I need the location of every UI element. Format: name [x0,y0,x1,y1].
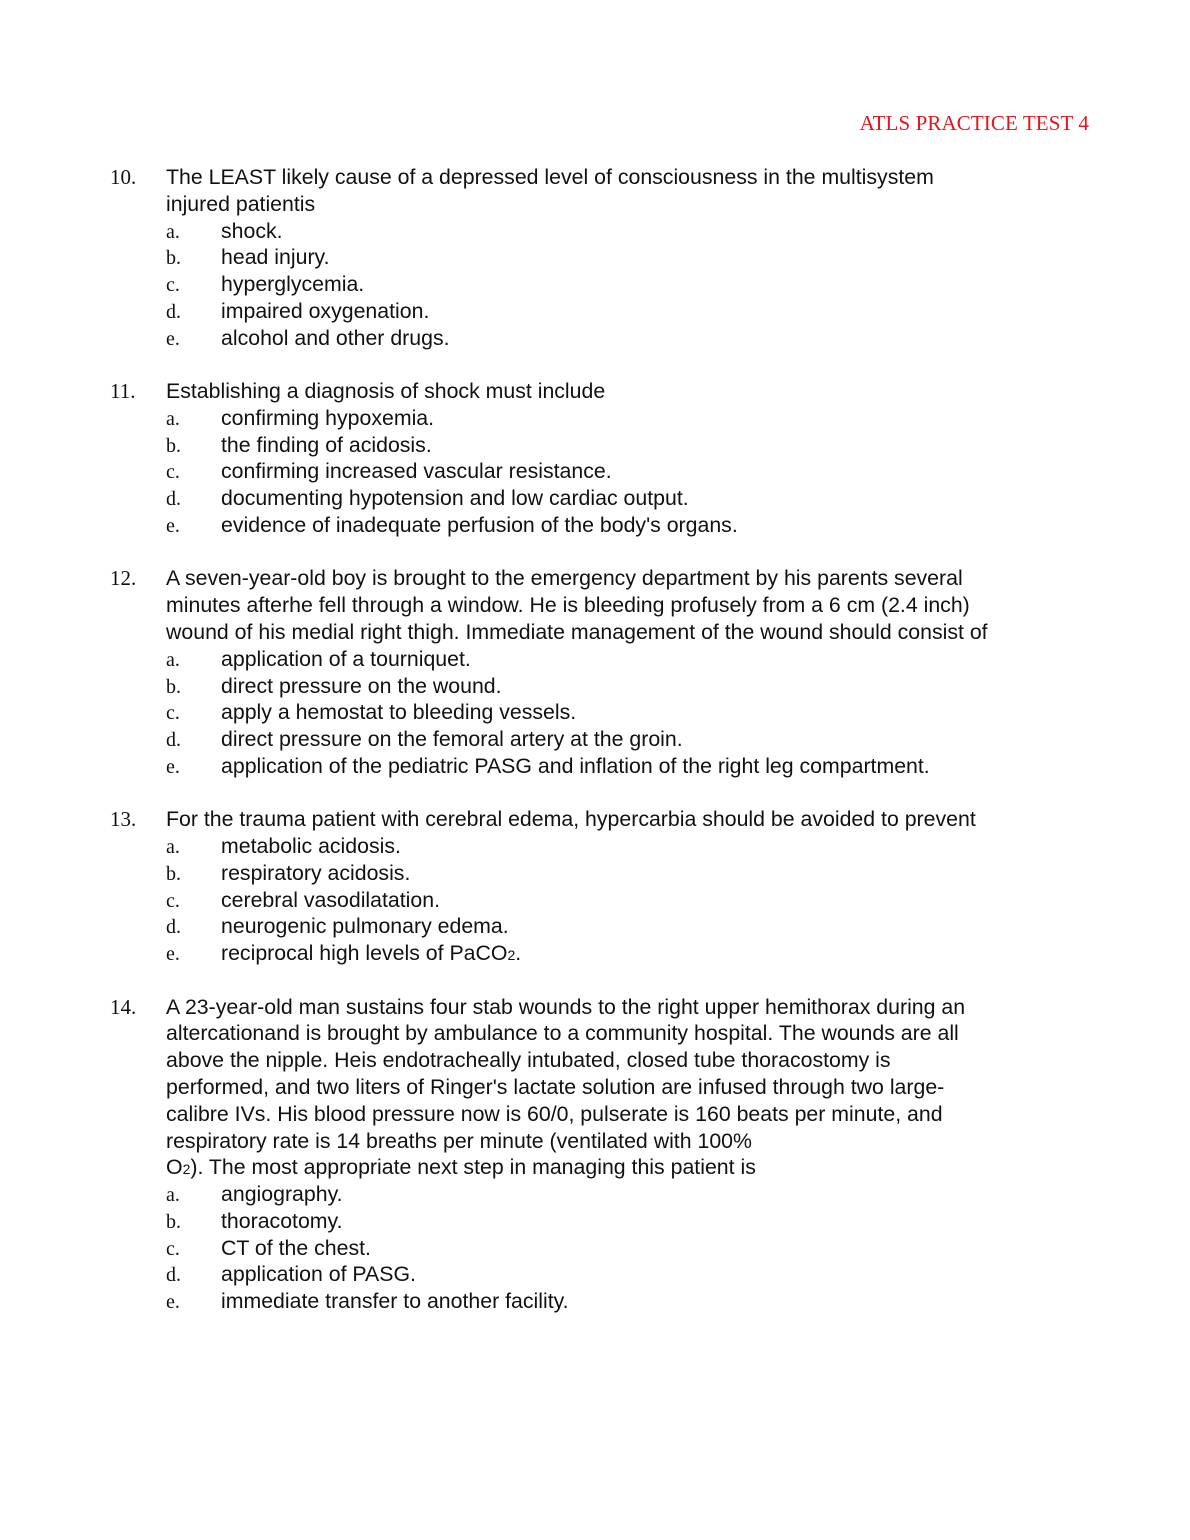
option-e [0,753,1190,780]
option-text: respiratory acidosis. [221,860,411,885]
stem-line: A seven-year-old boy is brought to the emergency department by his parents several [166,566,963,591]
option-a [0,646,1190,673]
option-text: cerebral vasodilatation. [221,887,441,912]
option-a [0,405,1190,432]
option-e [0,940,1190,967]
option-d [0,913,1190,940]
option-text: apply a hemostat to bleeding vessels. [221,700,577,725]
option-letter: a. [166,648,180,671]
stem-line: The LEAST likely cause of a depressed level of consciousness in the multisystem [166,165,934,189]
stem-line: For the trauma patient with cerebral edema, hypercarbia should be avoided to prevent [166,807,976,832]
option-b [0,673,1190,700]
option-letter: e. [166,515,180,538]
option-c [0,271,1190,298]
option-e [0,1288,1190,1315]
option-text: immediate transfer to another facility. [221,1289,569,1314]
question-11 [0,378,1190,539]
option-text: hyperglycemia. [221,272,365,297]
option-text [221,940,521,969]
option-letter: c. [166,702,180,725]
option-letter: d. [166,488,181,511]
subscript: 2 [182,1161,191,1178]
option-text: impaired oxygenation. [221,298,430,323]
question-10 [0,164,1190,352]
option-d [0,485,1190,512]
option-text: confirming hypoxemia. [221,405,435,430]
question-list [0,164,1190,1342]
question-14 [0,994,1190,1316]
stem-line: Establishing a diagnosis of shock must include [166,379,606,404]
option-text: application of PASG. [221,1262,416,1287]
question-number: 13. [110,807,137,832]
option-text: application of the pediatric PASG and inflation of the right leg compartment. [221,753,930,778]
option-letter: b. [166,675,181,698]
option-text-main: reciprocal high levels of PaCO [221,941,508,966]
option-a [0,1181,1190,1208]
option-b [0,1208,1190,1235]
option-text: documenting hypotension and low cardiac output. [221,486,689,511]
option-text: thoracotomy. [221,1208,343,1233]
stem-line-last [166,1154,1086,1181]
option-text: head injury. [221,245,330,270]
stem-line: performed, and two liters of Ringer's lactate solution are infused through two large- [166,1074,945,1099]
option-text: direct pressure on the wound. [221,673,502,698]
option-text: the finding of acidosis. [221,432,432,457]
option-letter: b. [166,862,181,885]
option-text: direct pressure on the femoral artery at the groin. [221,727,683,752]
question-stem [166,994,1086,1182]
option-letter: d. [166,729,181,752]
option-b [0,860,1190,887]
question-number: 12. [110,566,137,591]
stem-line: wound of his medial right thigh. Immediate management of the wound should consist of [166,619,988,644]
stem-line: calibre IVs. His blood pressure now is 60/0, pulserate is 160 beats per minute, and [166,1101,943,1126]
option-letter: a. [166,1184,180,1207]
option-text: confirming increased vascular resistance. [221,459,612,484]
option-d [0,1261,1190,1288]
page-header-title: ATLS PRACTICE TEST 4 [859,111,1089,135]
stem-line: minutes afterhe fell through a window. He is bleeding profusely from a 6 cm (2.4 inch) [166,593,970,618]
option-letter: b. [166,1210,181,1233]
question-12 [0,565,1190,779]
option-letter: b. [166,434,181,457]
stem-line: altercationand is brought by ambulance to a community hospital. The wounds are all [166,1021,959,1046]
subscript: 2 [507,947,516,964]
stem-line: injured patientis [166,191,316,216]
option-letter: a. [166,836,180,859]
option-text: CT of the chest. [221,1235,371,1260]
option-b [0,432,1190,459]
stem-line: above the nipple. Heis endotracheally intubated, closed tube thoracostomy is [166,1048,891,1073]
option-letter: a. [166,407,180,430]
option-a [0,833,1190,860]
question-number: 11. [110,379,136,404]
option-letter: e. [166,755,180,778]
option-c [0,699,1190,726]
stem-pre: O [166,1155,183,1180]
option-c [0,1235,1190,1262]
option-e [0,512,1190,539]
option-a [0,218,1190,245]
option-letter: c. [166,1237,180,1260]
stem-line: A 23-year-old man sustains four stab wounds to the right upper hemithorax during an [166,994,966,1019]
option-letter: a. [166,220,180,243]
option-c [0,887,1190,914]
option-letter: e. [166,327,180,350]
option-c [0,458,1190,485]
option-text: metabolic acidosis. [221,834,401,859]
option-letter: c. [166,889,180,912]
option-text: application of a tourniquet. [221,646,471,671]
option-letter: d. [166,1264,181,1287]
question-number: 14. [110,994,137,1019]
option-text: angiography. [221,1182,343,1207]
option-d [0,726,1190,753]
option-letter: d. [166,916,181,939]
option-text: shock. [221,218,283,243]
option-letter: c. [166,274,180,297]
option-letter: d. [166,300,181,323]
option-text: evidence of inadequate perfusion of the body's organs. [221,513,738,538]
option-letter: e. [166,1291,180,1314]
option-text-tail: . [515,941,522,966]
option-b [0,244,1190,271]
question-number: 10. [110,165,137,189]
option-d [0,298,1190,325]
option-e [0,325,1190,352]
option-text: neurogenic pulmonary edema. [221,914,509,939]
option-letter: c. [166,461,180,484]
option-text: alcohol and other drugs. [221,325,450,350]
stem-post: ). The most appropriate next step in managing this patient is [190,1155,756,1180]
question-13 [0,806,1190,967]
stem-line: respiratory rate is 14 breaths per minute (ventilated with 100% [166,1128,752,1153]
option-letter: b. [166,247,181,270]
option-letter: e. [166,943,180,966]
